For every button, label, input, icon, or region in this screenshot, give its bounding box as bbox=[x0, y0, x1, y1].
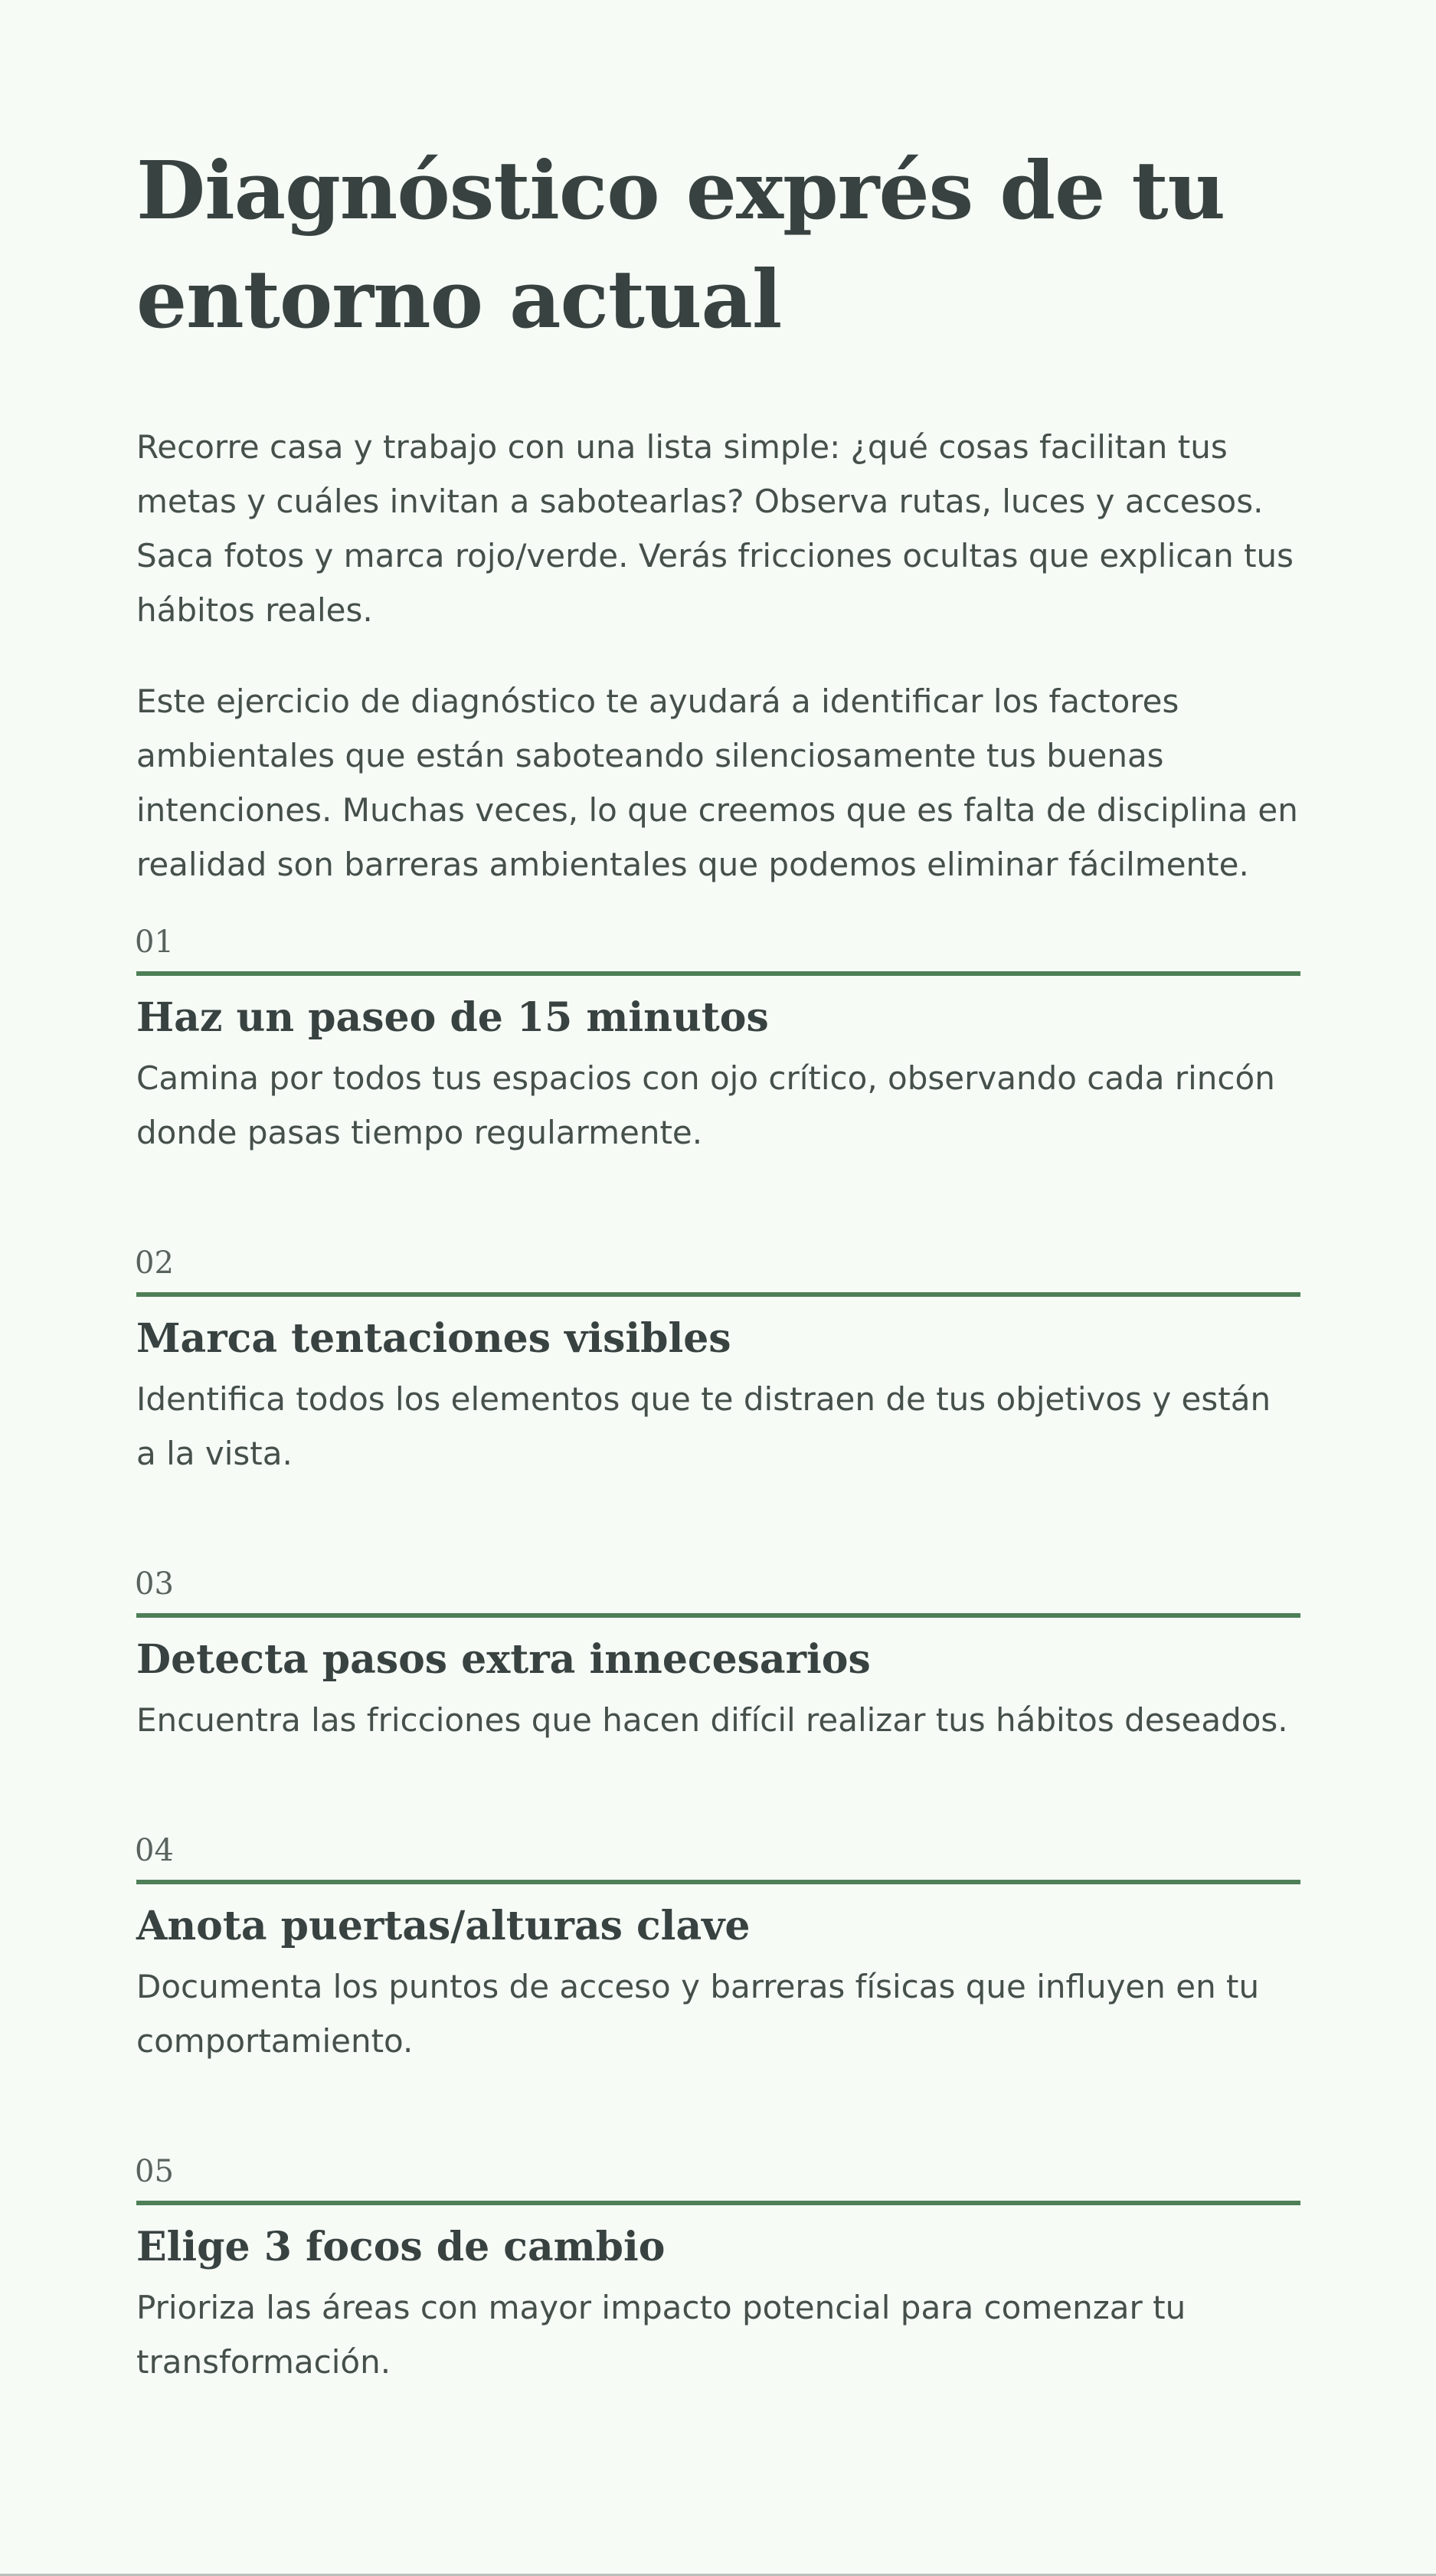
step-divider bbox=[136, 1880, 1300, 1884]
step-title: Marca tentaciones visibles bbox=[136, 1315, 731, 1362]
step-item bbox=[136, 1566, 1300, 1747]
step-divider bbox=[136, 1292, 1300, 1297]
step-description: Camina por todos tus espacios con ojo crítico, observando cada rincón donde pasas tiempo regularmente. bbox=[136, 1059, 1275, 1151]
step-number: 01 bbox=[135, 925, 174, 960]
intro-paragraph: Recorre casa y trabajo con una lista simple: ¿qué cosas facilitan tus metas y cuáles invitan a sabotearlas? Observa rutas, luces y accesos. Saca fotos y marca rojo/verde. Verás fricciones ocultas que explican tus hábitos reales. bbox=[136, 428, 1294, 629]
step-item bbox=[136, 924, 1300, 1160]
step-item bbox=[136, 1832, 1300, 2068]
step-item bbox=[136, 1245, 1300, 1481]
page-title: Diagnóstico exprés de tu entorno actual bbox=[136, 143, 1225, 346]
step-description: Identifica todos los elementos que te distraen de tus objetivos y están a la vista. bbox=[136, 1380, 1271, 1472]
step-number: 05 bbox=[135, 2154, 174, 2189]
step-description: Prioriza las áreas con mayor impacto potencial para comenzar tu transformación. bbox=[136, 2289, 1186, 2381]
step-number: 04 bbox=[135, 1833, 174, 1868]
step-title: Elige 3 focos de cambio bbox=[136, 2224, 666, 2270]
step-divider bbox=[136, 2201, 1300, 2205]
step-description: Encuentra las fricciones que hacen difícil realizar tus hábitos deseados. bbox=[136, 1701, 1288, 1739]
step-divider bbox=[136, 1613, 1300, 1618]
step-item bbox=[136, 2153, 1300, 2389]
step-title: Haz un paseo de 15 minutos bbox=[136, 994, 769, 1041]
step-divider bbox=[136, 971, 1300, 976]
step-number: 02 bbox=[135, 1245, 174, 1281]
step-title: Anota puertas/alturas clave bbox=[136, 1903, 751, 1949]
intro-paragraph: Este ejercicio de diagnóstico te ayudará a identificar los factores ambientales que están saboteando silenciosamente tus buenas intenciones. Muchas veces, lo que creemos que es falta de disciplina en realidad son barreras ambientales que podemos eliminar fácilmente. bbox=[136, 682, 1298, 883]
step-title: Detecta pasos extra innecesarios bbox=[136, 1636, 871, 1683]
step-number: 03 bbox=[135, 1566, 174, 1602]
content bbox=[136, 136, 1300, 892]
step-description: Documenta los puntos de acceso y barreras físicas que influyen en tu comportamiento. bbox=[136, 1968, 1260, 2060]
